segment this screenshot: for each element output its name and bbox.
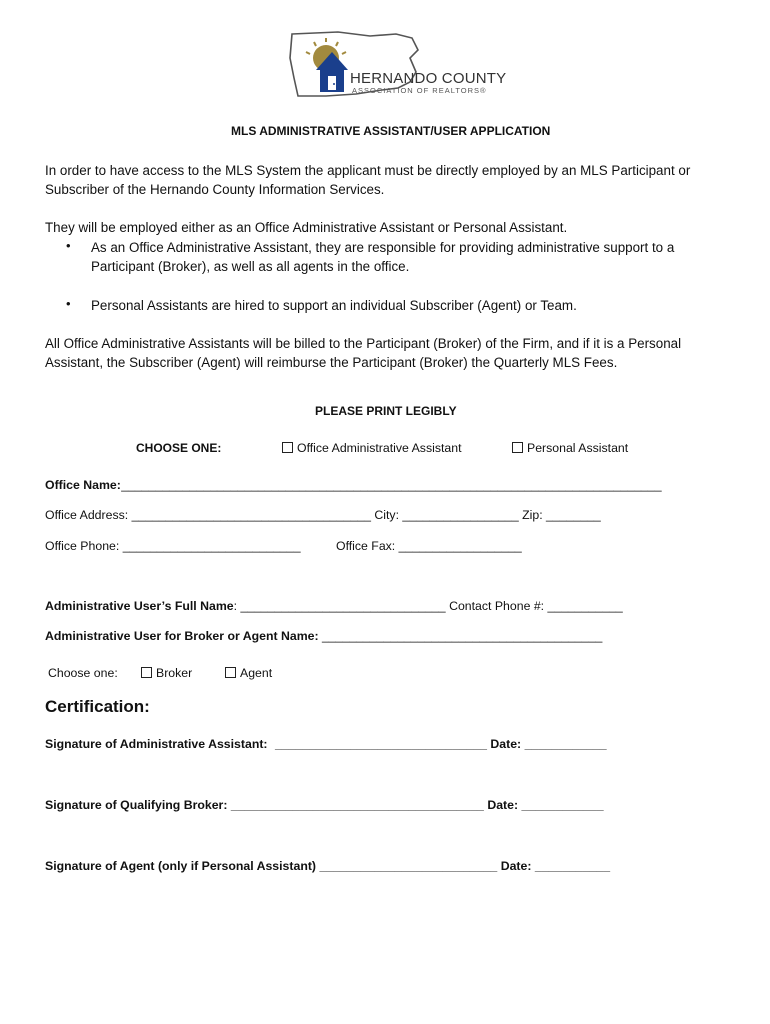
billing-line-1: All Office Administrative Assistants will be billed to the Participant (Broker) of the Firm, and if it is a Personal xyxy=(45,336,682,351)
user-name-row xyxy=(45,599,623,613)
sig-broker-label: Signature of Qualifying Broker: xyxy=(45,798,228,812)
option-personal-assistant[interactable] xyxy=(512,441,628,455)
logo-line2: ASSOCIATION OF REALTORS® xyxy=(352,86,487,95)
checkbox-broker[interactable] xyxy=(141,667,152,678)
contact-phone-field[interactable]: ___________ xyxy=(547,599,623,613)
bullet-1-line-1: As an Office Administrative Assistant, they are responsible for providing administrative support to a xyxy=(91,240,675,255)
bullet-2-line-1: Personal Assistants are hired to support an individual Subscriber (Agent) or Team. xyxy=(91,298,577,313)
office-name-label: Office Name: xyxy=(45,478,121,492)
option-broker-label: Broker xyxy=(156,666,193,680)
print-legibly-heading: PLEASE PRINT LEGIBLY xyxy=(315,404,457,418)
sig-agent-date-label: Date: xyxy=(500,859,532,873)
user-full-name-colon: : xyxy=(233,599,238,613)
office-address-field[interactable]: ___________________________________ xyxy=(131,508,371,522)
checkbox-agent[interactable] xyxy=(225,667,236,678)
choose-one-label: CHOOSE ONE: xyxy=(136,441,222,455)
sig-admin-date-field[interactable]: ____________ xyxy=(524,737,607,751)
office-fax-field[interactable]: __________________ xyxy=(398,539,522,553)
option-broker[interactable] xyxy=(141,666,192,680)
option-agent-label: Agent xyxy=(240,666,273,680)
certification-heading: Certification: xyxy=(45,697,150,716)
office-address-label: Office Address: xyxy=(45,508,129,522)
office-phone-row xyxy=(45,539,301,553)
intro-line-2: Subscriber of the Hernando County Information Services. xyxy=(45,182,385,197)
office-fax-row xyxy=(336,539,522,553)
checkbox-office-admin[interactable] xyxy=(282,442,293,453)
office-name-field[interactable]: _______________________________________________________________________________ xyxy=(121,478,662,492)
office-name-row xyxy=(45,478,662,492)
association-logo xyxy=(286,28,507,102)
city-label: City: xyxy=(374,508,399,522)
office-phone-field[interactable]: __________________________ xyxy=(122,539,301,553)
billing-line-2: Assistant, the Subscriber (Agent) will reimburse the Participant (Broker) the Quarterly MLS Fees. xyxy=(45,355,618,370)
option-office-admin[interactable] xyxy=(282,441,461,455)
sig-broker-date-label: Date: xyxy=(487,798,519,812)
checkbox-personal-assistant[interactable] xyxy=(512,442,523,453)
sig-agent-label: Signature of Agent (only if Personal Assistant) xyxy=(45,859,317,873)
sig-broker-field[interactable]: _____________________________________ xyxy=(230,798,484,812)
sig-broker-date-field[interactable]: ____________ xyxy=(521,798,604,812)
user-for-label: Administrative User for Broker or Agent Name: xyxy=(45,629,319,643)
bullet-dot: • xyxy=(66,296,71,311)
option-office-admin-label: Office Administrative Assistant xyxy=(297,441,462,455)
user-full-name-field[interactable]: ______________________________ xyxy=(240,599,446,613)
zip-field[interactable]: ________ xyxy=(546,508,601,522)
bullet-1-line-2: Participant (Broker), as well as all agents in the office. xyxy=(91,259,410,274)
employment-line: They will be employed either as an Office Administrative Assistant or Personal Assistant. xyxy=(45,220,568,235)
user-for-field[interactable]: _________________________________________ xyxy=(321,629,603,643)
user-for-row xyxy=(45,629,602,643)
office-fax-label: Office Fax: xyxy=(336,539,396,553)
option-personal-assistant-label: Personal Assistant xyxy=(527,441,629,455)
sig-agent-row xyxy=(45,859,610,873)
user-full-name-label: Administrative User’s Full Name xyxy=(45,599,234,613)
option-agent[interactable] xyxy=(225,666,272,680)
sig-agent-field[interactable]: __________________________ xyxy=(319,859,498,873)
sig-agent-date-field[interactable]: ___________ xyxy=(534,859,611,873)
zip-label: Zip: xyxy=(522,508,543,522)
sig-admin-field[interactable]: _______________________________ xyxy=(274,737,487,751)
choose-role-label: Choose one: xyxy=(48,666,118,680)
sig-broker-row xyxy=(45,798,604,812)
office-phone-label: Office Phone: xyxy=(45,539,120,553)
bullet-dot: • xyxy=(66,238,71,253)
sig-admin-date-label: Date: xyxy=(490,737,522,751)
sig-admin-row xyxy=(45,737,607,751)
sig-admin-label: Signature of Administrative Assistant: xyxy=(45,737,268,751)
page-title: MLS ADMINISTRATIVE ASSISTANT/USER APPLICATION xyxy=(231,124,551,138)
city-field[interactable]: _________________ xyxy=(402,508,519,522)
logo-line1: HERNANDO COUNTY xyxy=(350,70,507,87)
contact-phone-label: Contact Phone #: xyxy=(449,599,545,613)
intro-line-1: In order to have access to the MLS System the applicant must be directly employed by an MLS Participant or xyxy=(45,163,691,178)
office-address-row xyxy=(45,508,601,522)
